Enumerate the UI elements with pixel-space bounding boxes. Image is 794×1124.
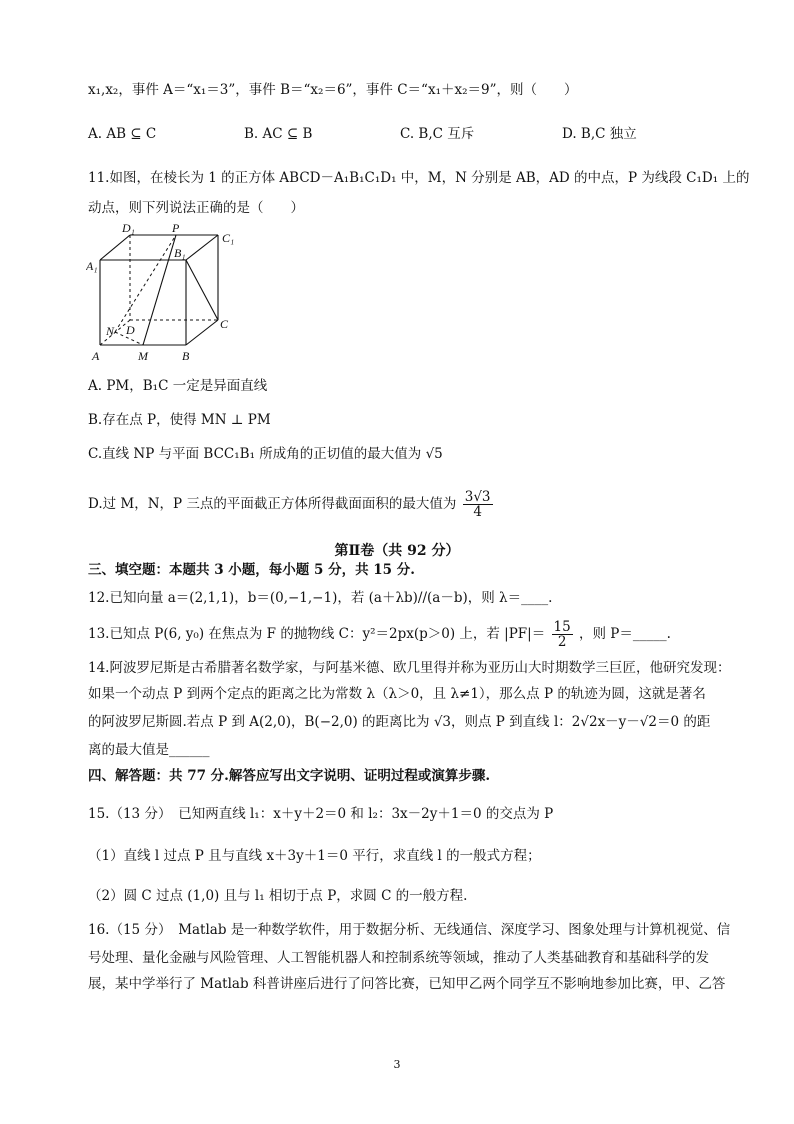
q13-text-post: ，则 P＝_____. xyxy=(579,626,671,642)
q10-option-b: B. AC ⊆ B xyxy=(244,126,313,142)
label-b1: B₁ xyxy=(174,246,186,260)
q14-line4: 离的最大值是______ xyxy=(88,742,210,758)
q11-option-b: B.存在点 P，使得 MN ⊥ PM xyxy=(88,412,271,428)
q11-option-d-text: D.过 M，N，P 三点的平面截正方体所得截面面积的最大值为 xyxy=(88,496,457,512)
edge-a1-d1 xyxy=(100,235,130,260)
q15-sub2: （2）圆 C 过点 (1,0) 且与 l₁ 相切于点 P，求圆 C 的一般方程. xyxy=(88,888,468,904)
part3-heading: 三、填空题：本题共 3 小题，每小题 5 分，共 15 分. xyxy=(88,562,415,578)
q11-option-d-fraction xyxy=(463,490,493,519)
q16-line1: 16.（15 分） Matlab 是一种数学软件，用于数据分析、无线通信、深度学习、图象处理与计算机视觉、信 xyxy=(88,922,731,938)
fraction-denominator: 4 xyxy=(473,504,482,520)
label-m: M xyxy=(138,349,148,363)
label-d: D xyxy=(126,323,135,337)
fraction-numerator: 15 xyxy=(553,619,571,635)
fraction-denominator: 2 xyxy=(557,634,567,650)
q12-text: 12.已知向量 a＝(2,1,1)，b＝(0,−1,−1)，若 (a＋λb)//(a－b)，则 λ＝____. xyxy=(88,590,553,606)
q11-stem-line2: 动点，则下列说法正确的是（ ） xyxy=(88,200,304,216)
q13-text-pre: 13.已知点 P(6, y₀) 在焦点为 F 的抛物线 C：y²＝2px(p＞0) 上，若 |PF|＝ xyxy=(88,626,546,642)
segment-n-p xyxy=(115,235,176,332)
cube-figure xyxy=(86,220,246,368)
q13-text xyxy=(88,620,671,649)
q11-option-a: A. PM，B₁C 一定是异面直线 xyxy=(88,378,268,394)
q16-line2: 号处理、量化金融与风险管理、人工智能机器人和控制系统等领域，推动了人类基础教育和基础科学的发 xyxy=(88,950,709,966)
q16-line3: 展，某中学举行了 Matlab 科普讲座后进行了问答比赛，已知甲乙两个同学互不影响地参加比赛，甲、乙答 xyxy=(88,976,726,992)
q15-sub1: （1）直线 l 过点 P 且与直线 x＋3y＋1＝0 平行，求直线 l 的一般式方程； xyxy=(88,848,541,864)
label-c: C xyxy=(220,317,229,331)
q11-option-d xyxy=(88,490,495,519)
q11-option-c: C.直线 NP 与平面 BCC₁B₁ 所成角的正切值的最大值为 √5 xyxy=(88,446,443,462)
fraction-numerator: 3√3 xyxy=(464,489,491,505)
edge-b1-c xyxy=(186,260,218,320)
label-c1: C₁ xyxy=(222,231,235,245)
q10-option-d: D. B,C 独立 xyxy=(562,126,637,142)
label-d1: D₁ xyxy=(122,221,135,235)
q14-line1: 14.阿波罗尼斯是古希腊著名数学家，与阿基米德、欧几里得并称为亚历山大时期数学三巨匠，他研究发现： xyxy=(88,660,731,676)
q13-fraction xyxy=(552,620,573,649)
edge-b1-c1 xyxy=(186,235,218,260)
label-n: N xyxy=(106,324,115,338)
section-title: 第Ⅱ卷（共 92 分） xyxy=(334,543,460,559)
q14-line3: 的阿波罗尼斯圆.若点 P 到 A(2,0)，B(−2,0) 的距离比为 √3，则点 P 到直线 l：2√2x－y－√2＝0 的距 xyxy=(88,714,711,730)
label-a: A xyxy=(92,349,100,363)
label-a1: A₁ xyxy=(86,259,98,273)
edge-b-c xyxy=(186,320,218,345)
part4-heading: 四、解答题：共 77 分.解答应写出文字说明、证明过程或演算步骤. xyxy=(88,768,491,784)
segment-m-p xyxy=(143,235,176,345)
q15-stem: 15.（13 分） 已知两直线 l₁：x＋y＋2＝0 和 l₂：3x－2y＋1＝0 的交点为 P xyxy=(88,806,554,822)
q10-stem: x₁,x₂，事件 A＝“x₁＝3”，事件 B＝“x₂＝6”，事件 C＝“x₁＋x₂＝9”，则（ ） xyxy=(88,82,578,98)
label-p: P xyxy=(172,221,180,235)
q10-option-a: A. AB ⊆ C xyxy=(88,126,157,142)
page-number: 3 xyxy=(393,1058,401,1071)
q11-stem-line1: 11.如图，在棱长为 1 的正方体 ABCD－A₁B₁C₁D₁ 中，M，N 分别是 AB，AD 的中点，P 为线段 C₁D₁ 上的 xyxy=(88,170,750,186)
q10-option-c: C. B,C 互斥 xyxy=(400,126,475,142)
q14-line2: 如果一个动点 P 到两个定点的距离之比为常数 λ（λ＞0，且 λ≠1），那么点 P 的轨迹为圆，这就是著名 xyxy=(88,686,706,702)
label-b: B xyxy=(182,349,190,363)
